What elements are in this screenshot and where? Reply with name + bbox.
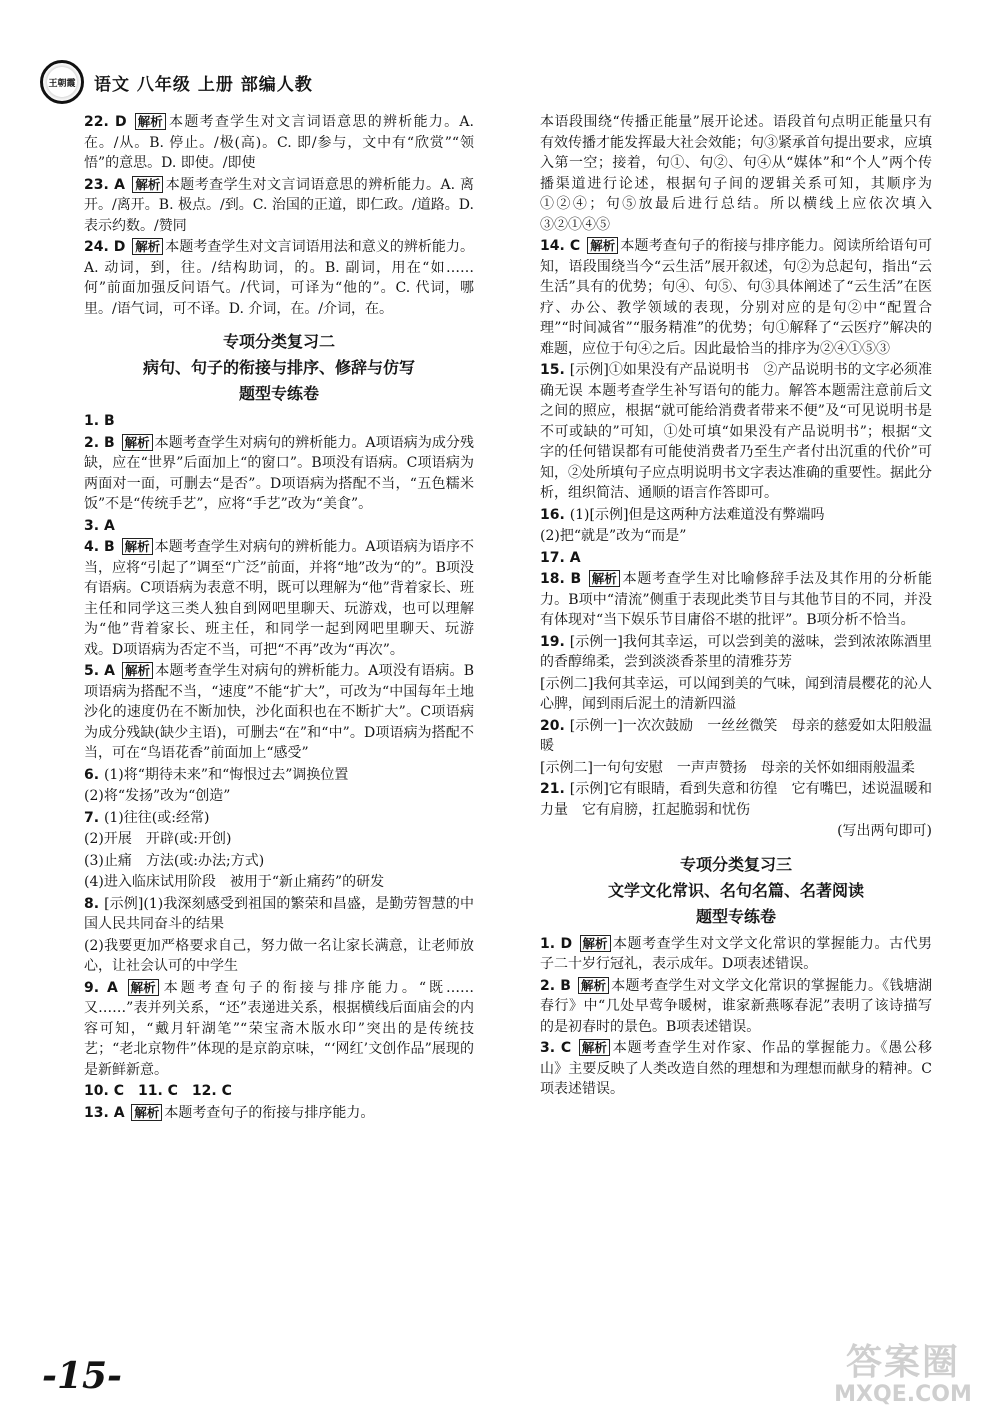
answer-text: (1)[示例]但是这两种方法难道没有弊端吗: [569, 506, 825, 523]
answer-subitem: (2)开展 开辟(或:开创): [84, 831, 232, 847]
question-number: 9.: [84, 979, 107, 996]
question-number: 13.: [84, 1104, 114, 1121]
answer-item: [84, 1081, 474, 1102]
question-number: 2.: [540, 977, 561, 994]
section-title-line3: 题型专练卷: [238, 384, 319, 403]
answer-text: 本语段围绕“传播正能量”展开论述。语段首句点明正能量只有有效传播才能发挥最大社会效能；句③紧承首句提出要求，应填入第一空；接着，句①、句②、句④从“媒体”和“个人”两个传播渠道进行论述，根据句子间的逻辑关系可知，其顺序为①②④；句⑤放最后进行总结。所以横线上应依次填入③②①④⑤: [540, 114, 932, 233]
answer-choice: A: [113, 1104, 130, 1121]
question-number: 18.: [540, 571, 571, 587]
answer-choice: B: [104, 539, 120, 555]
answer-text: 本题考查学生对病句的辨析能力。A项语病为成分残缺，应在“世界”后面加上“的窗口”。B项没有语病。C项语病为两面对一面，可删去“是否”。D项语病为搭配不当，“五色糯米饭”不是“传统手艺”，应将“手艺”改为“美食”。: [84, 434, 475, 512]
right-column: [540, 112, 932, 1101]
question-number: 16.: [540, 506, 570, 523]
question-number: 15.: [540, 362, 570, 378]
answer-choice: B: [560, 977, 577, 994]
analysis-tag: 解析: [580, 935, 611, 952]
left-column: [84, 112, 474, 1124]
answer-text: (1)往往(或:经常): [103, 809, 210, 826]
answer-subitem: (2)将“发扬”改为“创造”: [84, 788, 231, 804]
answer-text: (1)将“期待未来”和“悔恨过去”调换位置: [103, 766, 349, 783]
answer-item: [540, 548, 932, 569]
answer-choice: A: [114, 176, 131, 193]
section-title-line2: 病句、句子的衔接与排序、修辞与仿写: [142, 358, 415, 377]
question-number: 7.: [84, 809, 104, 826]
question-number: 6.: [84, 766, 104, 783]
answer-text: 本题考查句子的衔接与排序能力。阅读所给语句可知，语段围绕当今“云生活”展开叙述，句②为总起句，指出“云生活”具有的优势；句④、句⑤、句③具体阐述了“云生活”在医疗、办公、教学领域的表现，分别对应的是句②中“配置合理”“时间减省”“服务精准”的优势；句①解释了“云医疗”解决的难题，应位于句④之后。因此最恰当的排序为②④①⑤③: [540, 238, 932, 357]
analysis-tag: 解析: [578, 977, 609, 994]
answer-text: 本题考查学生对文学文化常识的掌握能力。《钱塘湖春行》中“几处早莺争暖树，谁家新燕啄春泥”表明了该诗描写的是初春时的景色。B项表述错误。: [540, 977, 933, 1035]
answer-item: [84, 978, 474, 1081]
answer-text: [示例]①如果没有产品说明书 ②产品说明书的文字必须准确无误 本题考查学生补写语句的能力。解答本题需注意前后文之间的照应，根据“就可能给消费者带来不便”及“可见说明书是不可或缺的”可知，①处可填“如果没有产品说明书”；根据“文字的任何错误都有可能使消费者乃至生产者付出沉重的代价”可知，②处所填句子应点明说明书文字表达准确的重要性。据此分析，组织简洁、通顺的语言作答即可。: [540, 362, 932, 501]
section-title-line3: 题型专练卷: [695, 906, 776, 926]
answer-text: [示例]它有眼睛，看到失意和彷徨 它有嘴巴，述说温暖和力量 它有肩膀，扛起脆弱和忧伤: [540, 781, 932, 818]
answer-item: [540, 236, 932, 359]
question-number: 22.: [84, 114, 115, 130]
question-number: 4.: [84, 539, 104, 555]
answer-subitem: (2)把“就是”改为“而是”: [540, 528, 687, 544]
analysis-tag: 解析: [132, 176, 163, 193]
answer-subitem: [示例二]一句句安慰 一声声赞扬 母亲的关怀如细雨般温柔: [540, 759, 915, 776]
answer-text: [示例一]我何其幸运，可以尝到美的滋味，尝到浓浓陈酒里的香醇绵柔，尝到淡淡香茶里的清雅芬芳: [540, 633, 932, 670]
answer-item: [540, 360, 932, 504]
answer-text: 本题考查学生对文言词语意思的辨析能力。A. 离开。/离开。B. 极点。/到。C. 治国的正道，即仁政。/道路。D. 表示约数。/赞同: [84, 176, 474, 234]
answer-item: [84, 808, 474, 829]
analysis-tag: 解析: [122, 434, 153, 451]
answer-text: 本题考查学生对文言词语意思的辨析能力。A. 在。/从。B. 停止。/极(高)。C. 即/参与，文中有“欣赏”“领悟”的意思。D. 即使。/即使: [84, 114, 474, 171]
answer-list: [84, 411, 474, 1123]
logo-text: 王朝霞: [48, 78, 76, 89]
question-number: 1.: [540, 935, 561, 952]
answer-choice: B: [570, 571, 587, 587]
answer-text: [示例](1)我深刻感受到祖国的繁荣和昌盛，是勤劳智慧的中国人民共同奋斗的结果: [84, 895, 474, 932]
answer-item: [540, 779, 932, 820]
answer-item: [84, 237, 474, 319]
question-number: 23.: [84, 176, 115, 193]
answer-item: [84, 433, 474, 515]
answer-item: [84, 112, 474, 174]
publisher-logo: [40, 60, 84, 104]
answer-text: 本题考查句子的衔接与排序能力。“既……又……”表并列关系，“还”表递进关系，根据横线后面庙会的内容可知，“戴月轩湖笔”“荣宝斋木版水印”突出的是传统技艺；“老北京物件”体现的是京韵京味，“‘网红’文创作品”展现的是新鲜新意。: [84, 979, 474, 1078]
answer-text: [示例一]一次次鼓励 一丝丝微笑 母亲的慈爱如太阳般温暖: [540, 717, 932, 754]
answer-choice: B: [104, 434, 120, 451]
answer-subitem: (4)进入临床试用阶段 被用于“新止痛药”的研发: [84, 874, 385, 890]
answer-choice: A: [106, 979, 126, 996]
page-number: -15-: [42, 1355, 122, 1397]
answer-choice: D: [560, 935, 578, 952]
answer-item: [540, 505, 932, 526]
analysis-tag: 解析: [122, 538, 153, 555]
section-title-line1: 专项分类复习三: [679, 854, 792, 874]
question-number: 21.: [540, 781, 570, 797]
answer-subitem: [示例二]我何其幸运，可以闻到美的气味，闻到清晨樱花的沁人心脾，闻到雨后泥土的清新四溢: [540, 675, 932, 712]
answer-note: (写出两句即可): [837, 823, 932, 839]
watermark-text: 答案圈: [845, 1342, 960, 1383]
question-number: 3.: [84, 517, 104, 534]
watermark-url: MXQE.COM: [834, 1382, 972, 1407]
answer-item: [84, 894, 474, 935]
analysis-tag: 解析: [131, 1104, 162, 1121]
answer-choice: D: [113, 239, 131, 255]
book-title: 语文 八年级 上册 部编人教: [94, 74, 313, 95]
answer-text: 本题考查学生对病句的辨析能力。A项没有语病。B项语病为搭配不当，“速度”不能“扩大”，可改为“中国每年土地沙化的速度仍在不断加快，沙化面积也在不断扩大”。C项语病为成分残缺(缺少主语)，可删去“在”和“中”。D项语病为搭配不当，可在“鸟语花香”前面加上“感受”: [84, 663, 474, 761]
question-number: 10.: [84, 1083, 114, 1099]
question-number: 3.: [540, 1040, 561, 1056]
answer-text: 本题考查学生对作家、作品的掌握能力。《愚公移山》主要反映了人类改造自然的理想和为理想而献身的精神。C项表述错误。: [540, 1040, 933, 1097]
answer-choice: C: [569, 238, 586, 254]
answer-choice: A: [104, 663, 121, 679]
answer-choice: B: [103, 413, 115, 429]
answer-item: [540, 1038, 932, 1100]
section-heading-3: [540, 852, 932, 930]
answer-item: [84, 1103, 474, 1124]
analysis-tag: 解析: [587, 237, 618, 254]
analysis-tag: 解析: [122, 662, 153, 679]
question-number: 2.: [84, 434, 104, 451]
question-number: 8.: [84, 895, 105, 912]
section-title-line2: 文学文化常识、名句名篇、名著阅读: [607, 880, 864, 900]
watermark: [828, 1343, 978, 1413]
question-number: 19.: [540, 633, 570, 650]
answer-list: [540, 112, 932, 842]
page-header: [40, 60, 313, 104]
analysis-tag: 解析: [128, 979, 159, 996]
analysis-tag: 解析: [135, 113, 166, 130]
answer-item: [84, 516, 474, 537]
question-number: 20.: [540, 717, 570, 734]
answer-item: [540, 934, 932, 975]
answer-item: [84, 765, 474, 786]
answer-subitem: (3)止痛 方法(或:办法;方式): [84, 852, 265, 869]
answer-text: 本题考查学生对病句的辨析能力。A项语病为语序不当，应将“引起了”调至“广泛”前面，并将“地”改为“的”。B项没有语病。C项语病为表意不明，既可以理解为“他”背着家长、班主任和同学这三类人独自到网吧里聊天、玩游戏，也可以理解为“他”背着家长、班主任，和同学一起到网吧里聊天、玩游戏。D项语病为否定不当，可把“不再”改为“再次”。: [84, 539, 475, 658]
answer-choice: C: [560, 1040, 577, 1056]
answer-item: [84, 411, 474, 432]
question-number: 14.: [540, 238, 570, 254]
answer-list: [540, 934, 932, 1100]
section-heading-2: [84, 329, 474, 407]
answer-item: [540, 632, 932, 673]
question-number: 24.: [84, 239, 114, 255]
answer-choice: C 11. C 12. C: [113, 1083, 232, 1099]
answer-choice: A: [103, 517, 115, 534]
question-number: 1.: [84, 413, 104, 429]
answer-text: 本题考查句子的衔接与排序能力。: [164, 1104, 375, 1121]
answer-item: [84, 661, 474, 764]
answer-choice: D: [114, 114, 133, 130]
answer-subitem: (2)我要更加严格要求自己，努力做一名让家长满意，让老师放心，让社会认可的中学生: [84, 937, 474, 974]
answer-item: [540, 112, 932, 235]
analysis-tag: 解析: [132, 238, 163, 255]
answer-text: 本题考查学生对文言词语用法和意义的辨析能力。A. 动词，到，往。/结构助词，的。B. 副词，用在“如……何”前面加强反问语气。/代词，可译为“他的”。C. 代词，哪里。/语气词，可不译。D. 介词，在。/介词，在。: [84, 239, 474, 317]
analysis-tag: 解析: [589, 570, 620, 587]
section-title-line1: 专项分类复习二: [222, 332, 335, 351]
answer-choice: A: [569, 549, 581, 566]
answer-list: [84, 112, 474, 319]
answer-item: [84, 175, 474, 237]
question-number: 17.: [540, 549, 570, 566]
analysis-tag: 解析: [579, 1039, 610, 1056]
answer-item: [540, 976, 932, 1038]
answer-item: [84, 537, 474, 660]
answer-item: [540, 569, 932, 631]
answer-text: 本题考查学生对比喻修辞手法及其作用的分析能力。B项中“清流”侧重于表现此类节目与其他节目的不同，并没有体现对“当下娱乐节目庸俗不堪的批评”。B项分析不恰当。: [540, 571, 933, 628]
answer-item: [540, 716, 932, 757]
question-number: 5.: [84, 663, 105, 679]
answer-text: 本题考查学生对文学文化常识的掌握能力。古代男子二十岁行冠礼，表示成年。D项表述错误。: [540, 935, 933, 972]
